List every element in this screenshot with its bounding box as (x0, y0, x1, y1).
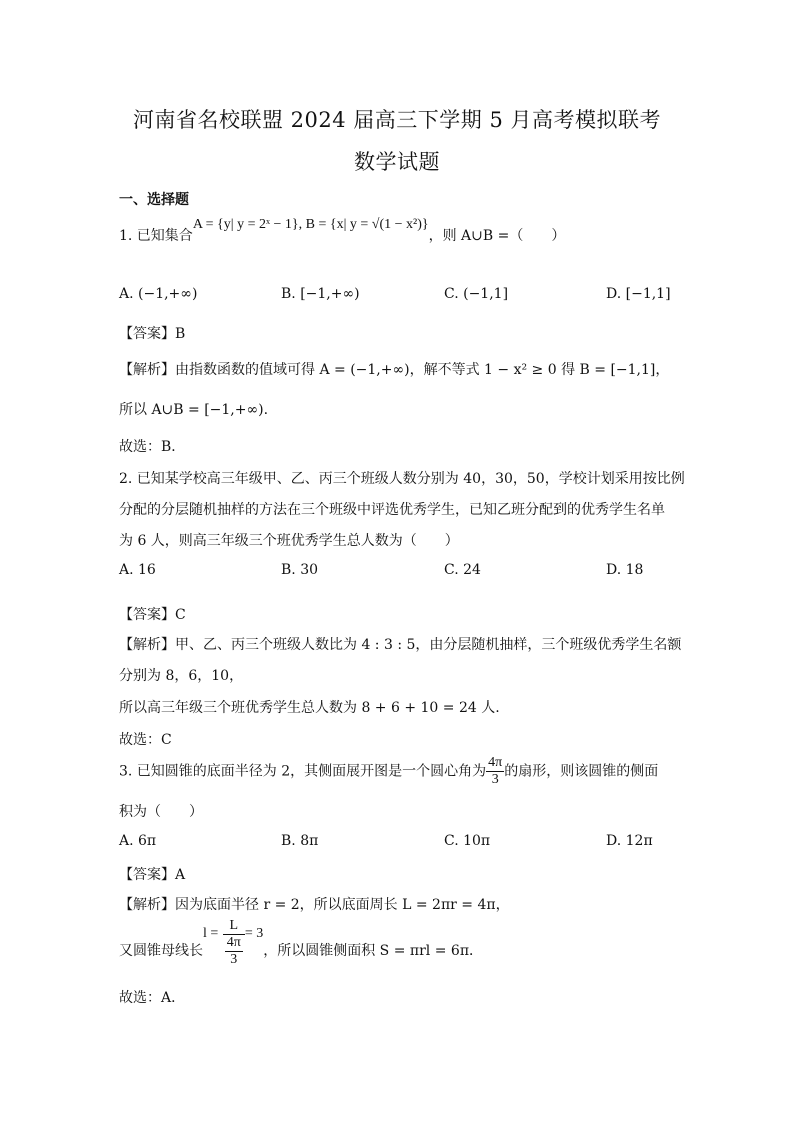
q2-analysis-3: 所以高三年级三个班优秀学生总人数为 8 + 6 + 10 = 24 人. (119, 700, 500, 716)
q3-inner-num: 4π (226, 935, 241, 950)
q2-option-d: D. 18 (606, 562, 644, 578)
q1-option-b: B. [−1,+∞) (281, 286, 360, 302)
q2-option-b: B. 30 (281, 562, 319, 578)
q2-stem-3: 为 6 人，则高三年级三个班优秀学生总人数为（ ） (119, 533, 459, 549)
q1-answer: 【答案】B (119, 326, 186, 342)
q2-option-c: C. 24 (444, 562, 481, 578)
q3-inner-den: 3 (230, 952, 238, 967)
q1-stem-suffix: ，则 A∪B =（ ） (428, 228, 566, 244)
q2-stem-2: 分配的分层随机抽样的方法在三个班级中评选优秀学生，已知乙班分配到的优秀学生名单 (119, 502, 665, 518)
q2-analysis-1: 【解析】甲、乙、丙三个班级人数比为 4 : 3 : 5，由分层随机抽样，三个班级优秀学生名额 (119, 637, 682, 653)
page-subtitle: 数学试题 (354, 150, 440, 174)
q3-stem-fraction (486, 755, 504, 788)
q3-inner-fraction (225, 935, 243, 968)
q2-answer: 【答案】C (119, 607, 186, 623)
q2-stem-1: 2. 已知某学校高三年级甲、乙、丙三个班级人数分别为 40，30，50，学校计划采用按比例 (119, 471, 685, 487)
q1-option-a: A. (−1,+∞) (119, 286, 198, 302)
q3-option-a: A. 6π (119, 833, 157, 849)
q2-analysis-4: 故选：C (119, 732, 172, 748)
q1-analysis-1: 【解析】由指数函数的值域可得 A = (−1,+∞)，解不等式 1 − x² ≥ 0 得 B = [−1,1]， (119, 362, 670, 378)
q3-analysis-3: 故选：A． (119, 990, 186, 1006)
q2-analysis-2: 分别为 8，6，10， (119, 668, 244, 684)
q3-nested-den (223, 935, 245, 968)
q3-eq-3: = 3 (244, 926, 264, 941)
q1-option-d: D. [−1,1] (606, 286, 671, 302)
q3-nested-num: L (223, 918, 245, 935)
question-1-stem (119, 217, 566, 245)
q3-option-d: D. 12π (606, 833, 653, 849)
q3-answer: 【答案】A (119, 867, 186, 883)
q3-option-b: B. 8π (281, 833, 319, 849)
q3-analysis-2-suffix: ，所以圆锥侧面积 S = πrl = 6π． (263, 943, 484, 959)
q3-l-eq: l = (203, 926, 219, 941)
page-title: 河南省名校联盟 2024 届高三下学期 5 月高考模拟联考 (132, 108, 661, 132)
q1-analysis-3: 故选：B． (119, 439, 186, 455)
section-heading: 一、选择题 (119, 192, 189, 208)
q1-analysis-2: 所以 A∪B = [−1,+∞). (119, 402, 269, 418)
q3-option-c: C. 10π (444, 833, 491, 849)
q3-stem-prefix: 3. 已知圆锥的底面半径为 2，其侧面展开图是一个圆心角为 (119, 763, 487, 780)
q3-stem-2: 积为（ ） (119, 804, 203, 820)
q3-frac-num: 4π (488, 755, 503, 770)
q3-frac-den: 3 (491, 772, 499, 787)
q2-option-a: A. 16 (119, 562, 156, 578)
q1-stem-prefix: 1. 已知集合 (119, 228, 193, 244)
q3-stem-1 (119, 755, 658, 788)
q1-stem-math: A = {y| y = 2ˣ − 1}, B = {x| y = √(1 − x²)} (192, 217, 429, 232)
q3-analysis-2-prefix: 又圆锥母线长 (119, 943, 203, 959)
q3-stem-suffix: 的扇形，则该圆锥的侧面 (504, 763, 659, 780)
q3-analysis-2 (119, 918, 483, 968)
q1-option-c: C. (−1,1] (444, 286, 509, 302)
q3-analysis-1: 【解析】因为底面半径 r = 2，所以底面周长 L = 2πr = 4π， (119, 897, 510, 913)
q3-nested-fraction (223, 918, 245, 968)
